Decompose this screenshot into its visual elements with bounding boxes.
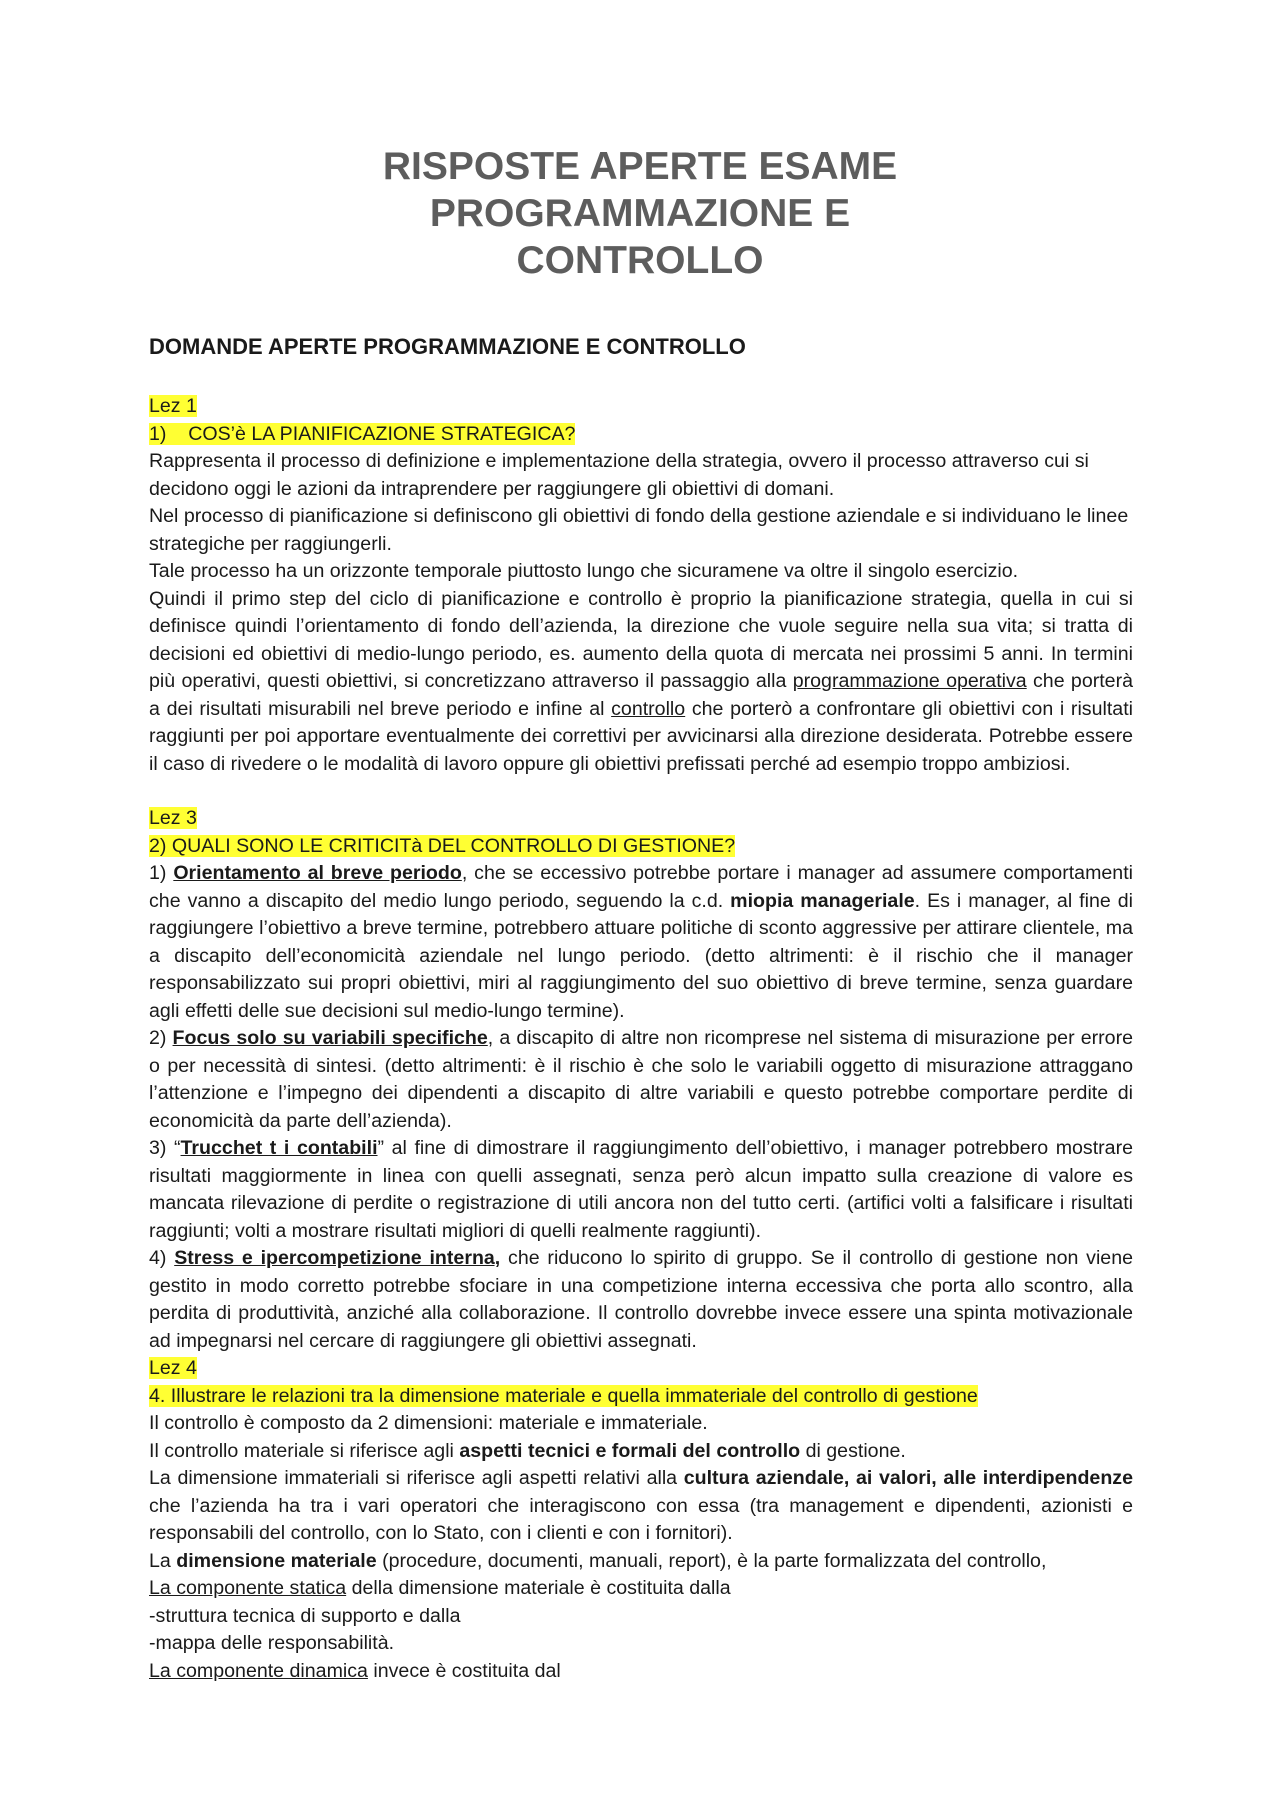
answer-4-paragraph-1: Il controllo è composto da 2 dimensioni: materiale e immateriale. <box>149 1412 708 1434</box>
answer-4-list-item-1: -struttura tecnica di supporto e dalla <box>149 1604 461 1627</box>
answer-2-item-1: 1) Orientamento al breve periodo, che se eccessivo potrebbe portare i manager ad assumere comportamenti che vanno a discapito del medio lungo periodo, seguendo la c.d. miopia manageriale. Es i manager, al fine di raggiungere l’obiettivo a breve termine, potrebbero attuare politiche di sconto aggressive per attirare clientele, ma a discapito dell’economicità aziendale nel lungo periodo. (detto altrimenti: è il rischio che il manager responsabilizzato sui propri obiettivi, miri al raggiungimento del suo obiettivo di breve termine, senza guardare agli effetti delle sue decisioni sul medio-lungo termine). <box>149 862 1133 1022</box>
answer-4-list-item-2: -mappa delle responsabilità. <box>149 1632 395 1654</box>
answer-1-paragraph-3: Tale processo ha un orizzonte temporale piuttosto lungo che sicuramene va oltre il singolo esercizio. <box>149 560 1019 582</box>
document-body <box>149 333 1133 1685</box>
lesson-label-3: Lez 3 <box>149 807 197 829</box>
answer-2-item-3: 3) “Trucchet t i contabili” al fine di dimostrare il raggiungimento dell’obiettivo, i manager potrebbero mostrare risultati maggiormente in linea con quelli assegnati, senza però alcun impatto sulla creazione di valore es mancata rilevazione di perdite o registrazione di utili ancora non del tutto certi. (artifici volti a falsificare i risultati raggiunti; volti a mostrare risultati migliori di quelli realmente raggiunti). <box>149 1137 1133 1242</box>
section-subtitle: DOMANDE APERTE PROGRAMMAZIONE E CONTROLLO <box>149 334 746 359</box>
answer-4-paragraph-3: La dimensione immateriali si riferisce agli aspetti relativi alla cultura aziendale, ai valori, alle interdipendenze che l’azienda ha tra i vari operatori che interagiscono con essa (tra management e dipendenti, azionisti e responsabili del controllo, con lo Stato, con i clienti e con i fornitori). <box>149 1467 1133 1544</box>
title-line-2: PROGRAMMAZIONE E <box>429 192 851 235</box>
answer-4-paragraph-6: La componente dinamica invece è costituita dal <box>149 1659 561 1682</box>
lesson-label-4: Lez 4 <box>149 1357 197 1379</box>
answer-1-paragraph-2: Nel processo di pianificazione si definiscono gli obiettivi di fondo della gestione aziendale e si individuano le linee strategiche per raggiungerli. <box>149 505 1129 555</box>
title-line-3: CONTROLLO <box>516 239 764 282</box>
answer-1-paragraph-4: Quindi il primo step del ciclo di pianificazione e controllo è proprio la pianificazione strategia, quella in cui si definisce quindi l’orientamento di fondo dell’azienda, la direzione che vuole seguire nella sua vita; si tratta di decisioni ed obiettivi di medio-lungo periodo, es. aumento della quota di mercata nei prossimi 5 anni. In termini più operativi, questi obiettivi, si concretizzano attraverso il passaggio alla programmazione operativa che porterà a dei risultati misurabili nel breve periodo e infine al controllo che porterò a confrontare gli obiettivi con i risultati raggiunti per poi apportare eventualmente dei correttivi per avvicinarsi alla direzione desiderata. Potrebbe essere il caso di rivedere o le modalità di lavoro oppure gli obiettivi prefissati perché ad esempio troppo ambiziosi. <box>149 587 1134 775</box>
answer-2-item-4: 4) Stress e ipercompetizione interna, che riducono lo spirito di gruppo. Se il controllo di gestione non viene gestito in modo corretto potrebbe sfociare in una competizione interna eccessiva che porta allo scontro, alla perdita di produttività, anziché alla collaborazione. Il controllo dovrebbe invece essere una spinta motivazionale ad impegnarsi nel cercare di raggiungere gli obiettivi assegnati. <box>149 1247 1133 1352</box>
title-line-1: RISPOSTE APERTE ESAME <box>382 145 898 188</box>
question-4: 4. Illustrare le relazioni tra la dimensione materiale e quella immateriale del controllo di gestione <box>149 1384 978 1407</box>
question-2: 2) QUALI SONO LE CRITICITà DEL CONTROLLO DI GESTIONE? <box>149 834 736 857</box>
lesson-label-1: Lez 1 <box>149 395 197 417</box>
question-1: 1) COS’è LA PIANIFICAZIONE STRATEGICA? <box>149 422 576 445</box>
answer-4-paragraph-5: La componente statica della dimensione materiale è costituita dalla <box>149 1577 731 1599</box>
answer-4-paragraph-2: Il controllo materiale si riferisce agli aspetti tecnici e formali del controllo di gestione. <box>149 1439 906 1462</box>
document-title <box>0 143 1280 284</box>
answer-1-paragraph-1: Rappresenta il processo di definizione e implementazione della strategia, ovvero il processo attraverso cui si decidono oggi le azioni da intraprendere per raggiungere gli obiettivi di domani. <box>149 450 1089 500</box>
spacer <box>149 778 1133 805</box>
answer-2-item-2: 2) Focus solo su variabili specifiche, a discapito di altre non ricomprese nel sistema di misurazione per errore o per necessità di sintesi. (detto altrimenti: è il rischio è che solo le variabili oggetto di misurazione attraggano l’attenzione e l’impegno dei dipendenti a discapito di altre variabili e questo potrebbe comportare perdite di economicità da parte dell’azienda). <box>149 1027 1133 1132</box>
answer-4-paragraph-4: La dimensione materiale (procedure, documenti, manuali, report), è la parte formalizzata del controllo, <box>149 1549 1047 1572</box>
